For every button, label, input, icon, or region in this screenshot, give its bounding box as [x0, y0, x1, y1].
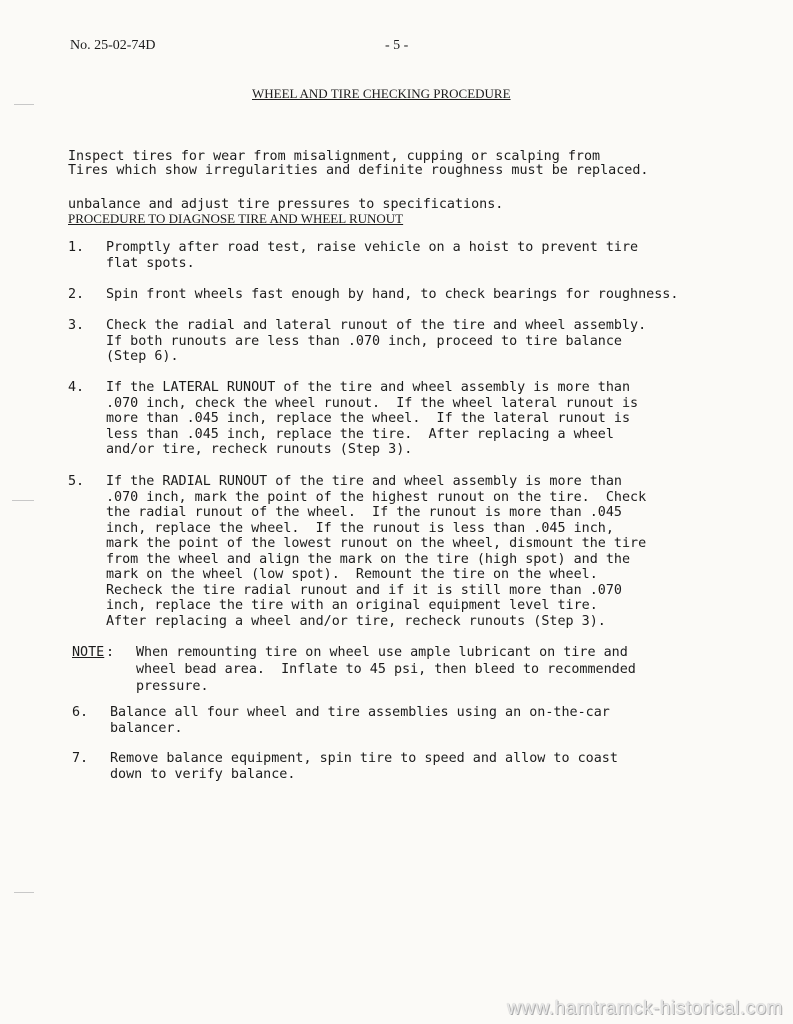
- intro-paragraph-2: Tires which show irregularities and definite roughness must be replaced.: [68, 163, 649, 178]
- note-label: NOTE: [72, 645, 105, 660]
- step-line: If the RADIAL RUNOUT of the tire and wheel assembly is more than: [106, 474, 622, 489]
- step-line: flat spots.: [106, 255, 195, 271]
- step-line: Remove balance equipment, spin tire to speed and allow to coast: [110, 751, 618, 766]
- note-line: When remounting tire on wheel use ample lubricant on tire and: [136, 645, 628, 660]
- note-line: pressure.: [136, 679, 209, 694]
- page-title: WHEEL AND TIRE CHECKING PROCEDURE: [252, 86, 511, 101]
- watermark: www.hamtramck-historical.com: [507, 998, 783, 1019]
- step-number: 1.: [68, 240, 85, 255]
- step-line: If the LATERAL RUNOUT of the tire and wheel assembly is more than: [106, 380, 631, 395]
- step-line: balancer.: [110, 720, 183, 736]
- step-line: Balance all four wheel and tire assemblies using an on-the-car: [110, 705, 610, 720]
- section-heading: PROCEDURE TO DIAGNOSE TIRE AND WHEEL RUNOUT: [68, 211, 404, 226]
- step-number: 5.: [68, 474, 85, 489]
- document-number: No. 25-02-74D: [70, 38, 156, 53]
- step-line: mark the point of the lowest runout on the wheel, dismount the tire: [106, 536, 647, 551]
- step-line: Promptly after road test, raise vehicle on a hoist to prevent tire: [106, 240, 639, 255]
- step-number: 7.: [72, 751, 89, 766]
- step-line: (Step 6).: [106, 349, 179, 364]
- step-line: Recheck the tire radial runout and if it is still more than .070: [106, 582, 622, 598]
- step-line: After replacing a wheel and/or tire, recheck runouts (Step 3).: [106, 613, 606, 629]
- step-line: less than .045 inch, replace the tire. After replacing a wheel: [106, 426, 614, 442]
- step-line: If both runouts are less than .070 inch, proceed to tire balance: [106, 333, 622, 349]
- step-number: 6.: [72, 705, 89, 720]
- step-line: .070 inch, mark the point of the highest runout on the tire. Check: [106, 489, 647, 505]
- step-line: and/or tire, recheck runouts (Step 3).: [106, 442, 413, 457]
- step-line: inch, replace the tire with an original equipment level tire.: [106, 598, 598, 613]
- step-line: inch, replace the wheel. If the runout is less than .045 inch,: [106, 520, 614, 536]
- step-line: .070 inch, check the wheel runout. If the wheel lateral runout is: [106, 395, 639, 411]
- intro-line: unbalance and adjust tire pressures to specifications.: [68, 197, 504, 212]
- scan-mark: [12, 500, 34, 501]
- step-line: more than .045 inch, replace the wheel. If the lateral runout is: [106, 411, 631, 426]
- step-number: 2.: [68, 287, 85, 302]
- step-line: from the wheel and align the mark on the tire (high spot) and the: [106, 551, 631, 567]
- page-number: - 5 -: [385, 38, 409, 53]
- step-line: Check the radial and lateral runout of the tire and wheel assembly.: [106, 318, 647, 333]
- intro-line: Inspect tires for wear from misalignment, cupping or scalping from: [68, 149, 601, 164]
- step-line: down to verify balance.: [110, 766, 296, 782]
- step-number: 4.: [68, 380, 85, 395]
- scan-mark: [14, 892, 34, 893]
- step-number: 3.: [68, 318, 85, 333]
- step-line: the radial runout of the wheel. If the runout is more than .045: [106, 505, 622, 520]
- note-colon: :: [106, 645, 115, 660]
- step-line: Spin front wheels fast enough by hand, to check bearings for roughness.: [106, 287, 679, 302]
- scan-mark: [14, 104, 34, 105]
- note-line: wheel bead area. Inflate to 45 psi, then bleed to recommended: [136, 662, 636, 677]
- step-line: mark on the wheel (low spot). Remount the tire on the wheel.: [106, 567, 598, 582]
